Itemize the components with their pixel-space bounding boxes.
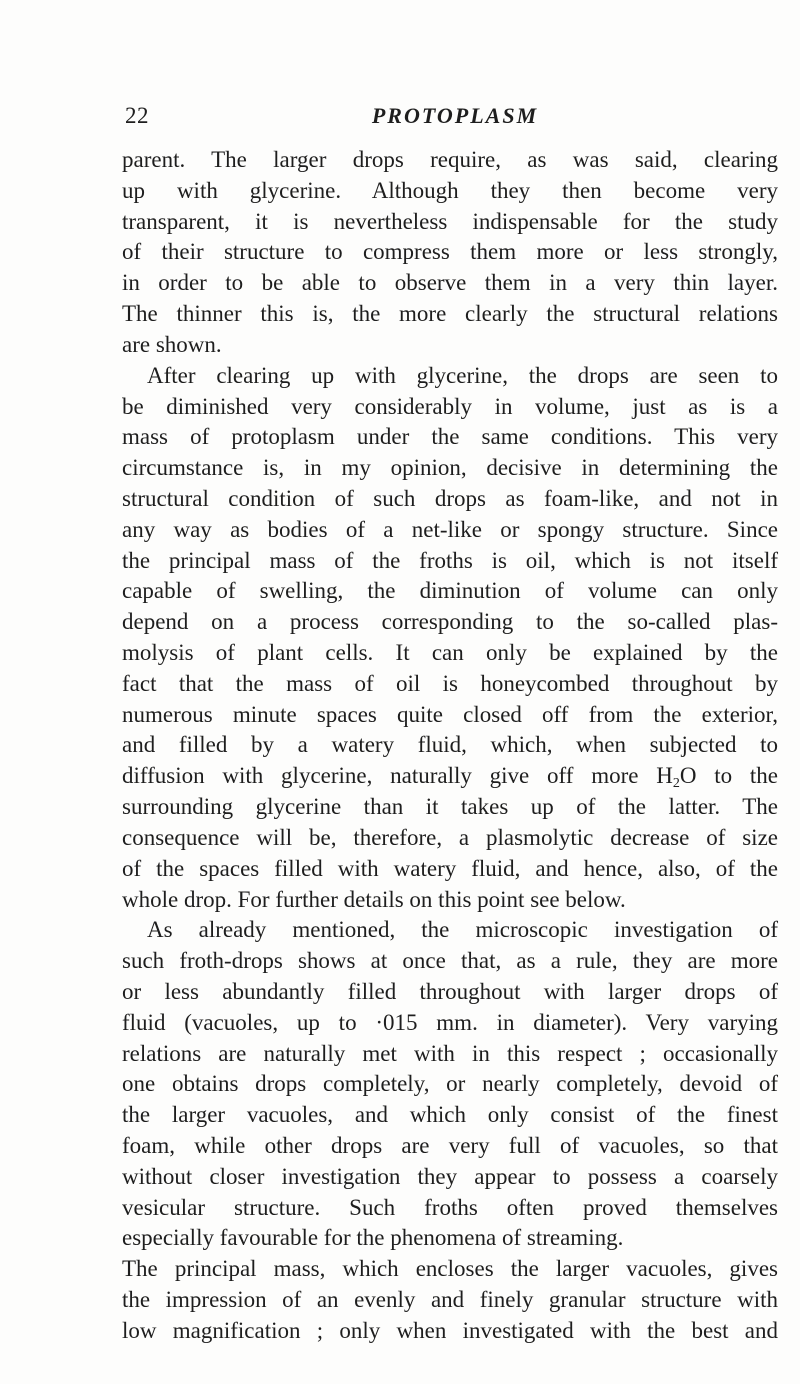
text-line: molysis of plant cells. It can only be explained by the	[122, 640, 778, 665]
text-line: capable of swelling, the diminution of volume can only	[122, 578, 778, 604]
text-line: fact that the mass of oil is honeycombed throughout by	[122, 670, 778, 696]
formula-subscript: 2	[672, 776, 680, 792]
text-line: the larger vacuoles, and which only consist of the finest	[122, 1102, 778, 1128]
text-line: or less abundantly filled throughout with larger drops of	[122, 978, 778, 1004]
text-line: the principal mass of the froths is oil, which is not itself	[122, 547, 778, 573]
text-segment: O to the	[679, 763, 778, 789]
text-line: mass of protoplasm under the same conditions. This very	[122, 424, 778, 450]
text-line: consequence will be, therefore, a plasmolytic decrease of size	[122, 824, 778, 850]
text-line: one obtains drops completely, or nearly completely, devoid of	[122, 1071, 778, 1097]
page-number: 22	[125, 103, 149, 128]
text-line: fluid (vacuoles, up to ·015 mm. in diameter). Very varying	[122, 1009, 778, 1035]
text-line: especially favourable for the phenomena of streaming.	[122, 1225, 624, 1251]
text-segment: diffusion with glycerine, naturally give off more H	[122, 763, 673, 789]
text-line: be diminished very considerably in volume, just as is a	[122, 393, 778, 419]
text-line: circumstance is, in my opinion, decisive in determining the	[122, 455, 778, 481]
text-line: of the spaces filled with watery fluid, and hence, also, of the	[122, 855, 778, 881]
text-line: structural condition of such drops as foam-like, and not in	[122, 485, 778, 511]
text-line: in order to be able to observe them in a very thin layer.	[122, 270, 778, 296]
text-line: any way as bodies of a net-like or spongy structure. Since	[122, 516, 778, 542]
text-line-with-formula	[122, 761, 778, 792]
text-line: transparent, it is nevertheless indispensable for the study	[122, 208, 778, 234]
text-line: relations are naturally met with in this respect ; occasionally	[122, 1040, 778, 1066]
text-line: up with glycerine. Although they then become very	[122, 177, 778, 203]
text-line: numerous minute spaces quite closed off from the exterior,	[122, 701, 778, 727]
text-line: The thinner this is, the more clearly the structural relations	[122, 301, 778, 327]
text-line: depend on a process corresponding to the so-called plas-	[122, 609, 778, 635]
text-line: The principal mass, which encloses the larger vacuoles, gives	[122, 1256, 778, 1282]
text-line: After clearing up with glycerine, the drops are seen to	[147, 362, 778, 388]
text-line: vesicular structure. Such froths often proved themselves	[122, 1194, 778, 1220]
text-line: such froth-drops shows at once that, as a rule, they are more	[122, 948, 778, 974]
text-line: the impression of an evenly and finely granular structure with	[122, 1287, 778, 1313]
running-title: PROTOPLASM	[371, 103, 539, 128]
text-line: foam, while other drops are very full of vacuoles, so that	[122, 1133, 778, 1158]
text-line: are shown.	[122, 331, 222, 357]
text-line: parent. The larger drops require, as was said, clearing	[122, 147, 778, 172]
text-line: whole drop. For further details on this point see below.	[122, 886, 626, 912]
text-line: of their structure to compress them more or less strongly,	[122, 239, 778, 265]
page-header	[125, 101, 775, 131]
text-line: low magnification ; only when investigated with the best and	[122, 1317, 778, 1343]
text-line: surrounding glycerine than it takes up of the latter. The	[122, 794, 778, 820]
text-line: As already mentioned, the microscopic investigation of	[147, 917, 778, 943]
body-text	[122, 145, 778, 1347]
text-line: and filled by a watery fluid, which, when subjected to	[122, 732, 778, 758]
text-line: without closer investigation they appear to possess a coarsely	[122, 1163, 778, 1189]
